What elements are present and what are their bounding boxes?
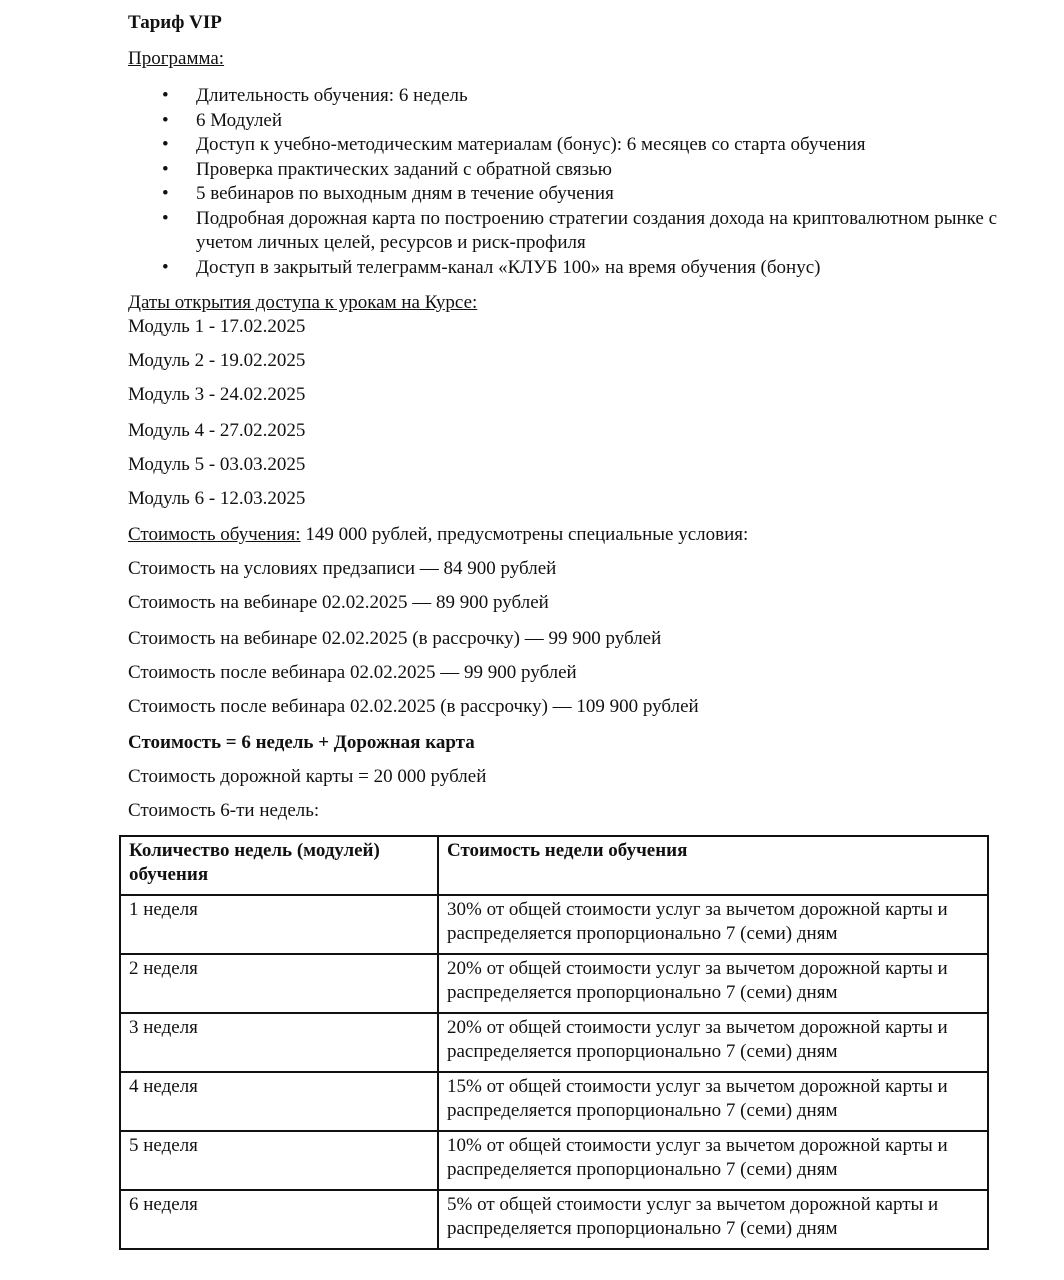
table-header-row — [120, 836, 988, 895]
table-cell: 4 неделя — [120, 1072, 438, 1131]
list-item: • Доступ к учебно-методическим материалам (бонус): 6 месяцев со старта обучения — [128, 133, 998, 158]
column-header: Количество недель (модулей) обучения — [120, 836, 438, 895]
table-cell: 2 неделя — [120, 954, 438, 1013]
list-item: • 5 вебинаров по выходным дням в течение обучения — [128, 182, 998, 207]
cost-condition: Стоимость на вебинаре 02.02.2025 — 89 900 рублей — [128, 592, 549, 613]
table-cell: 6 неделя — [120, 1190, 438, 1249]
weeks-table — [119, 835, 989, 1250]
dates-label: Даты открытия доступа к урокам на Курсе: — [128, 292, 478, 313]
list-item: • Доступ в закрытый телеграмм-канал «КЛУБ 100» на время обучения (бонус) — [128, 256, 998, 281]
table-cell: 20% от общей стоимости услуг за вычетом дорожной карты и распределяется пропорционально 7 (семи) дням — [438, 1013, 988, 1072]
table-cell: 15% от общей стоимости услуг за вычетом дорожной карты и распределяется пропорционально 7 (семи) дням — [438, 1072, 988, 1131]
list-item: • 6 Модулей — [128, 109, 998, 134]
table-row — [120, 895, 988, 954]
list-item: • Длительность обучения: 6 недель — [128, 84, 998, 109]
table-cell: 5 неделя — [120, 1131, 438, 1190]
cost-label: Стоимость обучения: — [128, 524, 301, 545]
cost-text: 149 000 рублей, предусмотрены специальные условия: — [300, 524, 749, 545]
table-cell: 30% от общей стоимости услуг за вычетом дорожной карты и распределяется пропорционально 7 (семи) дням — [438, 895, 988, 954]
table-row — [120, 1072, 988, 1131]
program-list — [128, 84, 998, 280]
module-date: Модуль 5 - 03.03.2025 — [128, 454, 306, 475]
table-row — [120, 1131, 988, 1190]
module-date: Модуль 4 - 27.02.2025 — [128, 420, 306, 441]
module-date: Модуль 2 - 19.02.2025 — [128, 350, 306, 371]
table-cell: 3 неделя — [120, 1013, 438, 1072]
table-cell: 5% от общей стоимости услуг за вычетом дорожной карты и распределяется пропорционально 7 (семи) дням — [438, 1190, 988, 1249]
cost-condition: Стоимость после вебинара 02.02.2025 (в рассрочку) — 109 900 рублей — [128, 696, 699, 717]
page-title: Тариф VIP — [128, 12, 222, 33]
module-date: Модуль 1 - 17.02.2025 — [128, 316, 306, 337]
six-weeks-label: Стоимость 6-ти недель: — [128, 800, 320, 821]
table-cell: 20% от общей стоимости услуг за вычетом дорожной карты и распределяется пропорционально 7 (семи) дням — [438, 954, 988, 1013]
cost-formula: Стоимость = 6 недель + Дорожная карта — [128, 732, 475, 753]
cost-condition: Стоимость на условиях предзаписи — 84 900 рублей — [128, 558, 557, 579]
table-row — [120, 1190, 988, 1249]
module-date: Модуль 3 - 24.02.2025 — [128, 384, 306, 405]
module-date: Модуль 6 - 12.03.2025 — [128, 488, 306, 509]
cost-condition: Стоимость после вебинара 02.02.2025 — 99 900 рублей — [128, 662, 577, 683]
roadmap-cost: Стоимость дорожной карты = 20 000 рублей — [128, 766, 487, 787]
program-label: Программа: — [128, 48, 225, 69]
table-cell: 10% от общей стоимости услуг за вычетом дорожной карты и распределяется пропорционально 7 (семи) дням — [438, 1131, 988, 1190]
list-item: • Проверка практических заданий с обратной связью — [128, 158, 998, 183]
table-row — [120, 954, 988, 1013]
table-cell: 1 неделя — [120, 895, 438, 954]
table-row — [120, 1013, 988, 1072]
column-header: Стоимость недели обучения — [438, 836, 988, 895]
cost-condition: Стоимость на вебинаре 02.02.2025 (в рассрочку) — 99 900 рублей — [128, 628, 662, 649]
cost-line — [128, 524, 748, 546]
list-item: • Подробная дорожная карта по построению стратегии создания дохода на криптовалютном рынке с учетом личных целей, ресурсов и риск-профиля — [128, 207, 998, 256]
